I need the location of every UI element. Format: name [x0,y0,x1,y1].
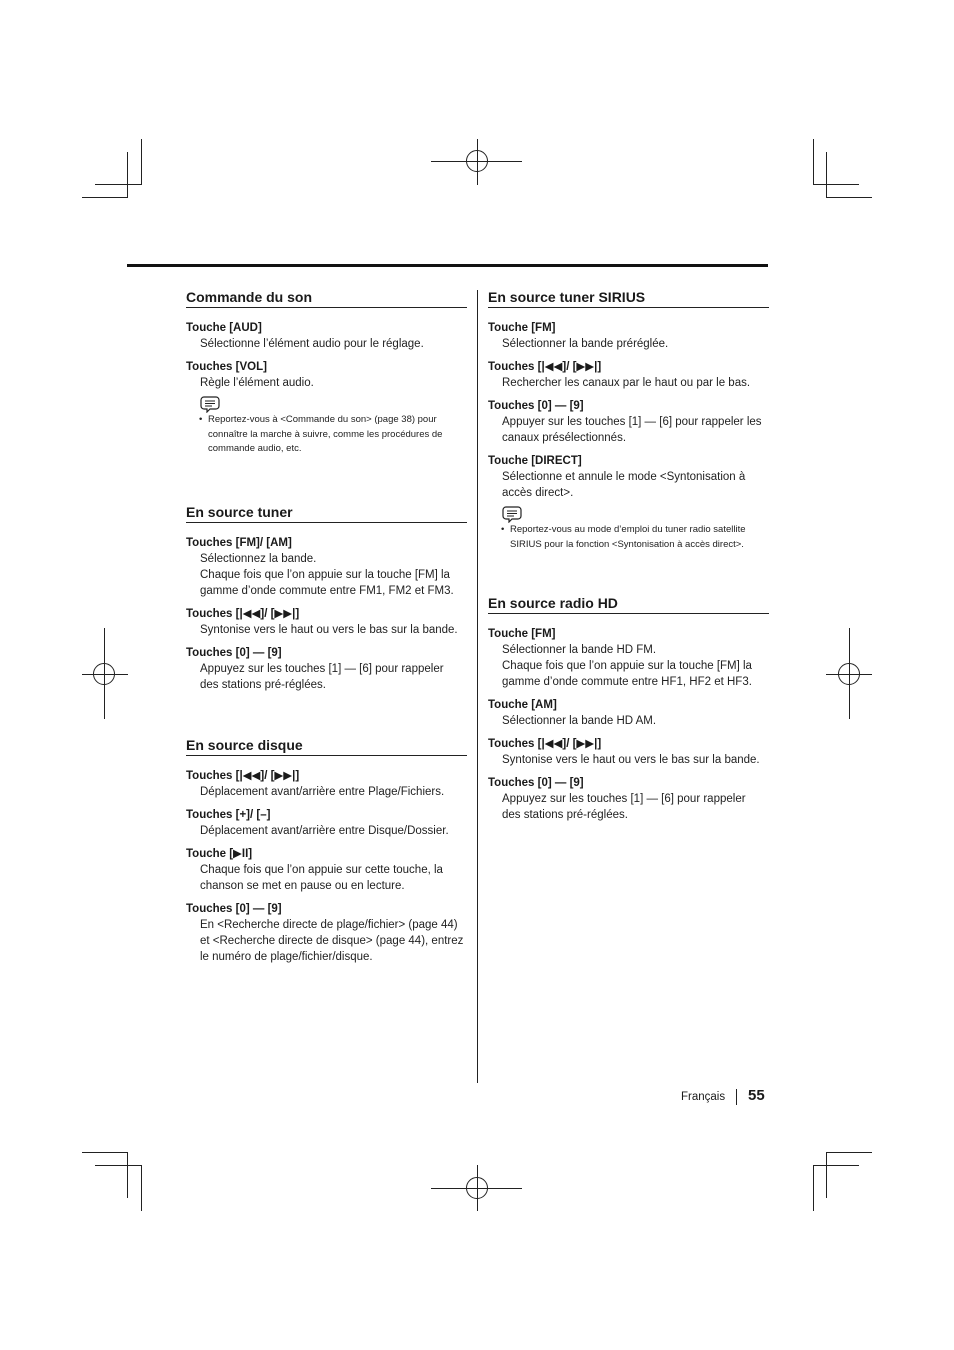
crop-mark [141,139,142,185]
key-description: Rechercher les canaux par le haut ou par le bas. [502,377,751,389]
section-title: En source tuner [186,503,467,523]
key-label: Touche [AM] [488,699,557,711]
entry [488,626,769,690]
section [186,736,467,965]
key-description: Déplacement avant/arrière entre Disque/Dossier. [200,824,449,837]
registration-mark [849,628,850,719]
key-description: le numéro de plage/fichier/disque. [200,950,373,963]
crop-mark [813,1165,814,1211]
key-label: Touches [+]/ [–] [186,808,271,821]
section [488,594,769,823]
section-title: En source disque [186,736,467,756]
crop-mark [826,197,872,198]
crop-mark [813,139,814,185]
entry [186,901,467,965]
key-description: Sélectionne l’élément audio pour le réglage. [200,338,424,350]
entry [186,320,467,352]
key-label: Touches [|◀◀]/ [▶▶|] [186,607,300,620]
crop-mark [127,1152,128,1198]
note-icon [200,395,220,413]
key-description: des stations pré-réglées. [502,809,628,821]
key-description: Sélectionner la bande HD AM. [502,715,657,727]
crop-mark [82,197,128,198]
footer-separator [736,1089,737,1105]
section-title: Commande du son [186,288,467,308]
key-description: Sélectionne et annule le mode <Syntonisation à [502,471,746,483]
note-line: commande audio, etc. [208,443,302,454]
entry [186,645,467,693]
note-text [488,523,769,552]
key-description: Sélectionnez la bande. [200,552,317,565]
note-line: • Reportez-vous au mode d’emploi du tuner radio satellite [510,524,746,535]
key-label: Touches [0] — [9] [186,646,282,659]
entry [488,453,769,552]
key-label: Touches [FM]/ [AM] [186,536,292,549]
key-label: Touches [0] — [9] [488,400,584,412]
key-description: accès direct>. [502,487,574,499]
section-title: En source radio HD [488,594,769,614]
entry [186,359,467,457]
key-label: Touche [DIRECT] [488,455,582,467]
entry [488,775,769,823]
registration-mark [477,139,478,185]
key-description: Chaque fois que l’on appuie sur la touche [FM] la [502,660,752,672]
key-description: Appuyez sur les touches [1] — [6] pour rappeler [502,793,746,805]
registration-mark [104,628,105,719]
entry [186,846,467,894]
section-title: En source tuner SIRIUS [488,288,769,308]
key-label: Touches [|◀◀]/ [▶▶|] [488,361,602,373]
note [488,505,769,552]
note-icon [502,505,522,523]
crop-mark [82,1152,128,1153]
crop-mark [826,1152,872,1153]
column-left [186,288,467,999]
note [186,395,467,457]
key-description: Règle l’élément audio. [200,377,314,389]
key-description: Syntonise vers le haut ou vers le bas sur la bande. [502,754,760,766]
key-description: des stations pré-réglées. [200,678,326,691]
entry [186,768,467,800]
entry [488,320,769,352]
key-label: Touches [VOL] [186,361,267,373]
key-label: Touches [0] — [9] [186,902,282,915]
key-description: Sélectionner la bande HD FM. [502,644,657,656]
key-description: Sélectionner la bande préréglée. [502,338,669,350]
section [186,503,467,693]
key-description: Syntonise vers le haut ou vers le bas sur la bande. [200,623,458,636]
key-label: Touches [|◀◀]/ [▶▶|] [488,738,602,750]
entry [488,398,769,446]
key-label: Touche [▶II] [186,847,253,860]
crop-mark [95,184,141,185]
key-description: gamme d’onde commute entre FM1, FM2 et FM3. [200,584,454,597]
registration-mark [82,674,128,675]
note-line: SIRIUS pour la fonction <Syntonisation à accès direct>. [510,538,744,550]
top-rule [127,264,768,267]
note-text [186,413,467,457]
footer-language: Français [681,1091,726,1103]
entry [186,807,467,839]
entry [186,535,467,599]
section [488,288,769,552]
crop-mark [127,152,128,198]
key-label: Touche [FM] [488,322,556,334]
crop-mark [813,184,859,185]
crop-mark [141,1165,142,1211]
key-description: Chaque fois que l’on appuie sur la touche [FM] la [200,568,450,581]
key-description: et <Recherche directe de disque> (page 44), entrez [200,934,464,947]
entry [186,606,467,638]
key-label: Touches [|◀◀]/ [▶▶|] [186,769,300,782]
key-label: Touche [AUD] [186,322,262,334]
key-description: Appuyez sur les touches [1] — [6] pour rappeler [200,662,444,675]
column-right [488,288,769,857]
key-description: Déplacement avant/arrière entre Plage/Fichiers. [200,785,445,798]
key-description: En <Recherche directe de plage/fichier> (page 44) [200,918,458,931]
crop-mark [826,1152,827,1198]
key-label: Touches [0] — [9] [488,777,584,789]
entry [488,359,769,391]
entry [488,697,769,729]
section [186,288,467,457]
page-number: 55 [748,1087,765,1104]
key-description: Chaque fois que l’on appuie sur cette touche, la [200,863,443,876]
key-description: canaux présélectionnés. [502,432,627,444]
key-label: Touche [FM] [488,628,556,640]
crop-mark [826,152,827,198]
crop-mark [95,1165,141,1166]
registration-mark [477,1165,478,1211]
note-line: • Reportez-vous à <Commande du son> (page 38) pour [208,414,437,425]
crop-mark [813,1165,859,1166]
key-description: Appuyer sur les touches [1] — [6] pour rappeler les [502,416,762,428]
note-line: connaître la marche à suivre, comme les procédures de [208,428,443,440]
column-divider [477,290,478,1083]
entry [488,736,769,768]
key-description: chanson se met en pause ou en lecture. [200,879,405,892]
key-description: gamme d’onde commute entre HF1, HF2 et HF3. [502,676,752,688]
